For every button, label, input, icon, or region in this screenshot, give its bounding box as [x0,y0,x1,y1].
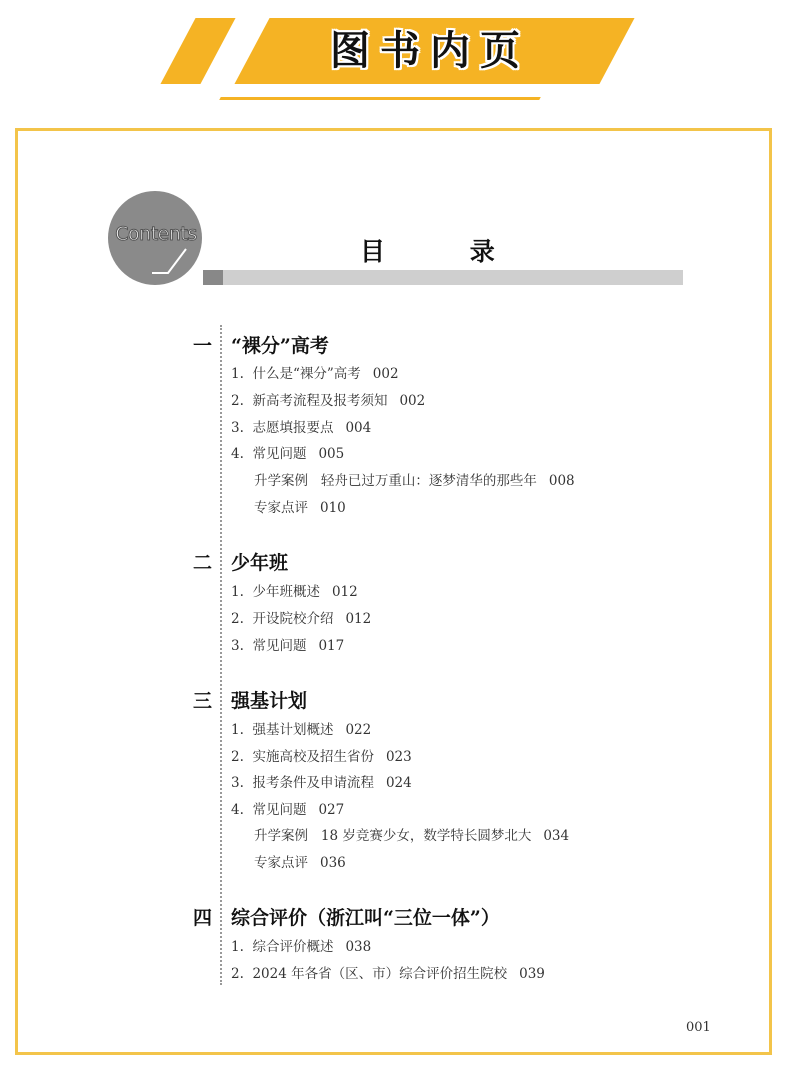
toc-item: 3. 报考条件及申请流程 024 [231,775,412,791]
toc-item: 1. 少年班概述 012 [231,584,358,600]
toc-item: 2. 新高考流程及报考须知 002 [231,393,426,409]
chapter-heading: 四 综合评价（浙江叫“三位一体”） [193,907,500,929]
banner-stripe-left [160,18,235,84]
chapter-heading: 一 “裸分”高考 [193,335,329,357]
toc-subitem: 专家点评 036 [254,855,346,871]
toc-item: 1. 综合评价概述 038 [231,939,372,955]
toc-subitem: 升学案例 轻舟已过万重山：逐梦清华的那些年 008 [254,473,575,489]
toc-subitem: 升学案例 18 岁竞赛少女，数学特长圆梦北大 034 [254,828,570,844]
banner-title: 图书内页 [330,28,530,74]
page-number: 001 [686,1020,711,1035]
title-underline-bar [203,270,683,285]
toc-item: 4. 常见问题 005 [231,446,345,462]
toc-item: 4. 常见问题 027 [231,802,345,818]
page-title: 目 录 [360,237,533,266]
toc-item: 1. 强基计划概述 022 [231,722,372,738]
badge-slash-icon [150,245,190,275]
toc-item: 2. 实施高校及招生省份 023 [231,749,412,765]
toc-item: 3. 志愿填报要点 004 [231,420,372,436]
toc-item: 2. 开设院校介绍 012 [231,611,372,627]
chapter-heading: 三 强基计划 [193,690,308,712]
chapter-heading: 二 少年班 [193,552,289,574]
toc-item: 2. 2024 年各省（区、市）综合评价招生院校 039 [231,966,545,982]
toc-subitem: 专家点评 010 [254,500,346,516]
toc-item: 3. 常见问题 017 [231,638,345,654]
contents-badge-text: Contents [115,223,197,245]
dotted-divider [220,325,222,985]
banner-underline [219,97,541,100]
toc-item: 1. 什么是“裸分”高考 002 [231,366,399,382]
